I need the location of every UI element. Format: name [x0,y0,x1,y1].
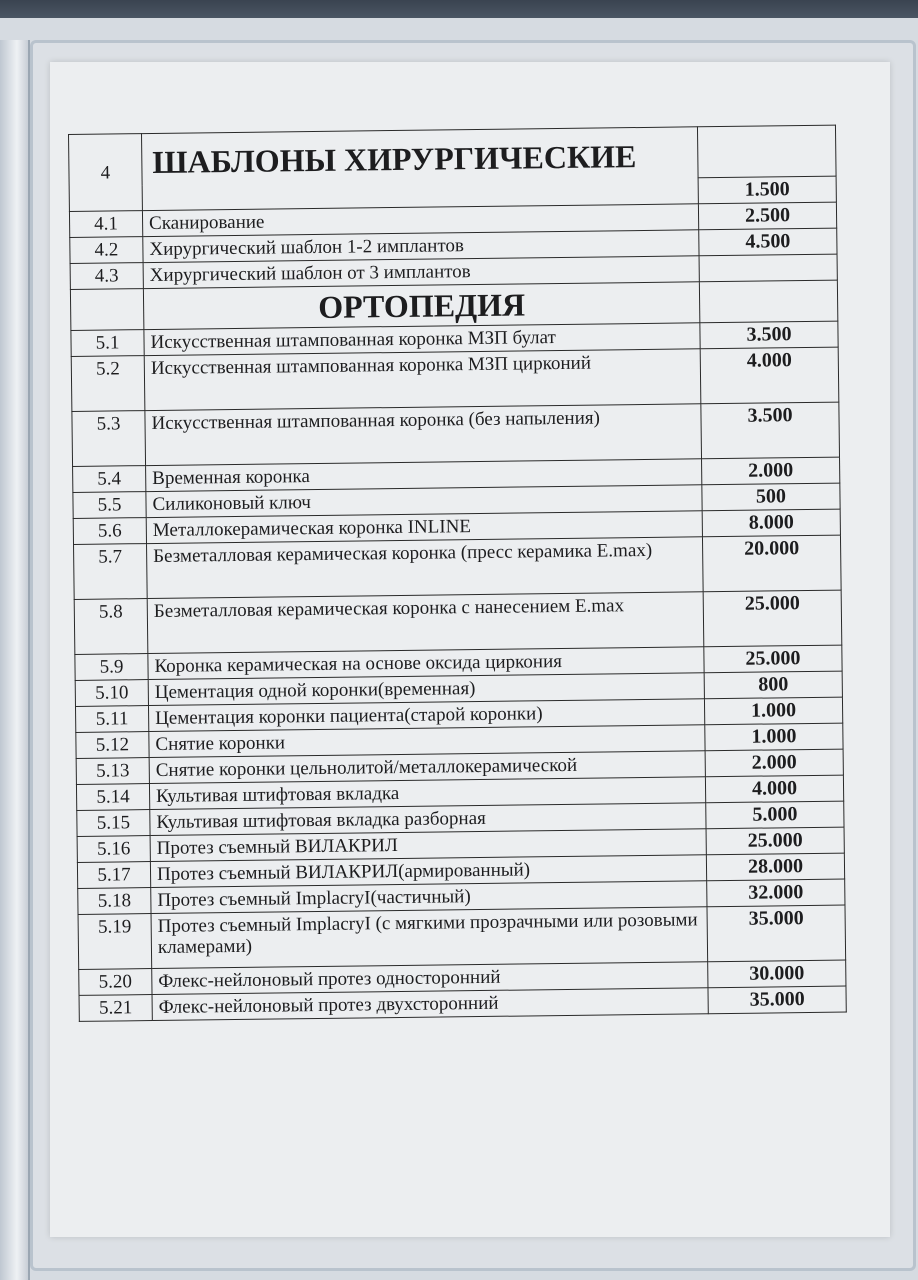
service-name: Безметалловая керамическая коронка с нанесением E.max [147,592,704,654]
service-price: 25.000 [706,827,844,855]
page-title: ШАБЛОНЫ ХИРУРГИЧЕСКИЕ [142,127,699,211]
section-number-empty [70,289,143,331]
price-list-sheet [50,62,890,1237]
service-price: 2.500 [698,202,836,230]
service-price: 35.000 [708,986,846,1014]
service-name: Хирургический шаблон 1-2 имплантов [143,230,699,263]
row-number: 5.9 [75,654,148,681]
table-row [74,590,842,654]
row-number: 5.10 [75,680,148,707]
service-name: Протез съемный ImplacryI (с мягкими прозрачными или розовыми кламерами) [151,907,708,969]
service-name: Хирургический шаблон от 3 имплантов [143,256,699,289]
service-price: 2.000 [705,749,843,777]
section-price-empty [699,280,837,323]
service-price: 5.000 [706,801,844,829]
service-price: 4.000 [700,347,839,404]
row-number: 5.8 [74,599,148,655]
row-number: 5.13 [76,758,149,785]
service-name: Флекс-нейлоновый протез двухсторонний [152,988,708,1021]
service-price: 1.000 [704,697,842,725]
service-name: Культивая штифтовая вкладка [149,777,705,810]
row-number: 5.20 [79,969,152,996]
row-number: 5.4 [73,466,146,493]
section-title: ОРТОПЕДИЯ [143,282,699,330]
row-number: 5.6 [73,518,146,545]
row-number: 5.14 [76,784,149,811]
row-number: 5.5 [73,492,146,519]
row-number: 5.12 [76,732,149,759]
header-price: 1.500 [698,176,836,204]
service-name: Коронка керамическая на основе оксида циркония [148,647,704,680]
service-name: Безметалловая керамическая коронка (пресс керамика E.max) [147,537,704,599]
row-number: 5.21 [79,995,152,1022]
service-name: Искусственная штампованная коронка МЗП булат [144,323,700,356]
row-number: 5.11 [75,706,148,733]
service-price: 4.000 [705,775,843,803]
service-price: 35.000 [707,905,846,962]
service-price: 32.000 [707,879,845,907]
row-number: 5.18 [78,888,151,915]
service-price: 28.000 [706,853,844,881]
service-price: 8.000 [702,509,840,537]
service-price: 1.000 [705,723,843,751]
service-name: Искусственная штампованная коронка (без напыления) [145,404,702,466]
row-number: 5.7 [74,544,148,600]
service-price [699,254,837,282]
service-price: 25.000 [703,590,842,647]
price-table-container [68,125,847,1022]
row-number: 5.15 [77,810,150,837]
row-number: 4.3 [70,263,143,290]
row-number: 5.3 [72,411,146,467]
service-name: Протез съемный ImplacryI(частичный) [151,881,707,914]
row-number: 5.17 [77,862,150,889]
service-name: Временная коронка [146,459,702,492]
service-price: 25.000 [704,645,842,673]
service-price: 500 [702,483,840,511]
service-price: 3.500 [701,402,840,459]
service-name: Снятие коронки цельнолитой/металлокерамической [149,751,705,784]
header-row [69,125,837,185]
table-row [71,347,839,411]
service-name: Снятие коронки [149,725,705,758]
service-name: Металлокерамическая коронка INLINE [146,511,702,544]
row-number: 5.1 [71,330,144,357]
row-number: 5.2 [71,356,145,412]
service-price: 30.000 [708,960,846,988]
header-number: 4 [69,134,143,212]
service-price: 800 [704,671,842,699]
row-number: 5.16 [77,836,150,863]
service-price: 20.000 [702,535,841,592]
row-number: 4.2 [70,237,143,264]
row-number: 4.1 [69,211,142,238]
table-row [74,535,842,599]
table-row [78,905,846,969]
service-name: Культивая штифтовая вкладка разборная [150,803,706,836]
service-name: Сканирование [142,204,698,237]
service-name: Силиконовый ключ [146,485,702,518]
price-table [68,125,847,1022]
service-price: 2.000 [702,457,840,485]
service-name: Цементация одной коронки(временная) [148,673,704,706]
service-price: 4.500 [699,228,837,256]
service-name: Протез съемный ВИЛАКРИЛ(армированный) [150,855,706,888]
header-price-empty [697,125,836,178]
service-name: Флекс-нейлоновый протез односторонний [152,962,708,995]
service-price: 3.500 [700,321,838,349]
binder-edge [0,40,30,1280]
service-name: Цементация коронки пациента(старой коронки) [148,699,704,732]
service-name: Искусственная штампованная коронка МЗП цирконий [144,349,701,411]
service-name: Протез съемный ВИЛАКРИЛ [150,829,706,862]
row-number: 5.19 [78,914,152,970]
table-row [72,402,840,466]
